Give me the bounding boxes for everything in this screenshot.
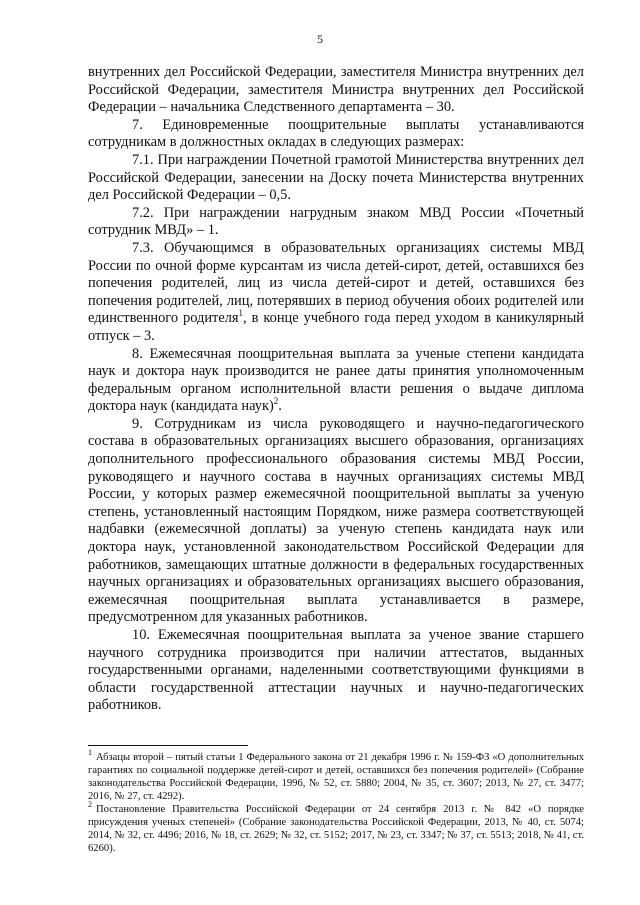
paragraph-8-text: 8. Ежемесячная поощрительная выплата за ученые степени кандидата наук и доктора наук производится не ранее даты принятия уполномоченным федеральным органом исполнительной власти решения о выдаче диплома доктора наук (кандидата наук) <box>88 345 584 415</box>
paragraph-7-1: 7.1. При награждении Почетной грамотой Министерства внутренних дел Российской Федерации, занесении на Доску почета Министерства внутренних дел Российской Федерации – 0,5. <box>88 151 584 204</box>
footnote-2 <box>88 800 584 855</box>
paragraph-10: 10. Ежемесячная поощрительная выплата за ученое звание старшего научного сотрудника производится при наличии аттестатов, выданных государственными органами, наделенными соответствующими функциями в области государственной аттестации научных и научно-педагогических работников. <box>88 627 584 714</box>
footnote-ref-2: 2 <box>273 396 279 407</box>
paragraph-8-tail: . <box>278 398 282 415</box>
paragraph-7-3-text: 7.3. Обучающимся в образовательных организациях системы МВД России по очной форме курсантам из числа детей-сирот, детей, оставшихся без попечения родителей, лиц из числа детей-сирот и детей, оставшихся без попечения родителей, лиц, потерявших в период обучения обоих родителей или единственного родителя <box>88 239 584 327</box>
paragraph-7: 7. Единовременные поощрительные выплаты устанавливаются сотрудникам в должностных окладах в следующих размерах: <box>88 116 584 151</box>
footnote-1-text: Абзацы второй – пятый статьи 1 Федерального закона от 21 декабря 1996 г. № 159-ФЗ «О дополнительных гарантиях по социальной поддержке детей-сирот и детей, оставшихся без попечения родителей» (Собрание законодательства Российской Федерации, 1996, № 52, ст. 5880; 2004, № 35, ст. 3607; 2013, № 27, ст. 3477; 2016, № 27, ст. 4292). <box>88 752 584 802</box>
footnote-1 <box>88 748 584 803</box>
footnote-1-mark: 1 <box>88 748 92 758</box>
paragraph-8 <box>88 346 584 416</box>
body-text <box>88 64 584 715</box>
paragraph-7-2: 7.2. При награждении нагрудным знаком МВД России «Почетный сотрудник МВД» – 1. <box>88 204 584 239</box>
paragraph-7-3-tail: , в конце учебного года перед уходом в каникулярный отпуск – 3. <box>88 310 585 344</box>
footnote-divider <box>88 745 248 746</box>
footnote-ref-1: 1 <box>238 308 244 319</box>
footnotes <box>88 748 584 855</box>
paragraph-0: внутренних дел Российской Федерации, заместителя Министра внутренних дел Российской Федерации, заместителя Министра внутренних дел Российской Федерации – начальника Следственного департамента – 30. <box>88 64 584 116</box>
footnote-2-mark: 2 <box>88 800 92 810</box>
paragraph-7-3 <box>88 240 584 346</box>
page-number: 5 <box>317 32 323 46</box>
paragraph-9: 9. Сотрудникам из числа руководящего и научно-педагогического состава в образовательных организациях высшего образования, организациях дополнительного профессионального образования системы МВД России, руководящего и научного состава в научных организациях системы МВД России, у которых размер ежемесячной поощрительной выплаты за ученую степень, установленный настоящим Порядком, ниже размера соответствующей надбавки (ежемесячной доплаты) за ученую степень кандидата наук или доктора наук, установленной законодательством Российской Федерации для работников, замещающих штатные должности в федеральных государственных научных организациях и образовательных организациях высшего образования, ежемесячная поощрительная выплата устанавливается в размере, предусмотренном для указанных работников. <box>88 415 584 626</box>
footnote-2-text: Постановление Правительства Российской Федерации от 24 сентября 2013 г. № 842 «О порядке присуждения ученых степеней» (Собрание законодательства Российской Федерации, 2013, № 40, ст. 5074; 2014, № 32, ст. 4496; 2016, № 18, ст. 2629; № 32, ст. 5152; 2017, № 23, ст. 3347; № 37, ст. 5513; 2018, № 41, ст. 6260). <box>88 804 584 854</box>
